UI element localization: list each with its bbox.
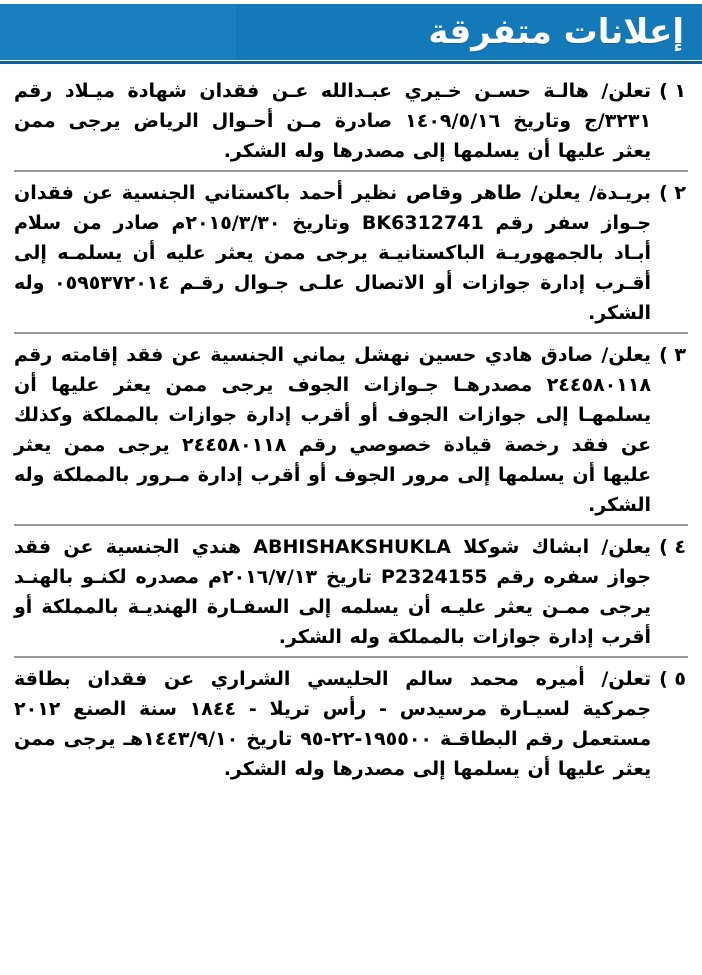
page-title: إعلانات متفرقة <box>428 12 684 52</box>
ad-number: ٣ ) <box>659 344 686 366</box>
banner-left-block <box>0 4 236 60</box>
ad-number: ٥ ) <box>659 668 686 690</box>
ad-body: تعلن/ هالـة حسـن خـيري عبـدالله عـن فقدان شهادة ميـلاد رقم ٣٢٣١/ج وتاريخ ١٤٠٩/٥/١٦ صادرة مـن أحـوال الرياض يرجى ممن يعثر عليها أن يسلمها إلى مصدرها وله الشكر. <box>14 80 652 162</box>
ad-body: تعلن/ أميره محمد سالم الحليسي الشراري عن فقدان بطاقة جمركية لسيـارة مرسيدس - رأس تريلا - ١٨٤٤ سنة الصنع ٢٠١٢ مستعمل رقم البطاقـة ١٩٥٥٠٠-٢٢-٩٥ تاريخ ١٤٤٣/٩/١٠هـ يرجى ممن يعثر عليها أن يسلمها إلى مصدرها وله الشكر. <box>14 668 652 780</box>
list-item <box>14 658 688 788</box>
page-header-banner <box>0 0 702 64</box>
list-item <box>14 334 688 526</box>
list-item <box>14 172 688 334</box>
ad-number: ٤ ) <box>659 536 686 558</box>
ad-body: يعلن/ صادق هادي حسين نهشل يماني الجنسية عن فقد إقامته رقم ٢٤٤٥٨٠١١٨ مصدرهـا جـوازات الجوف يرجى ممن يعثر عليها أن يسلمهـا إلى جوازات الجوف أو أقرب إدارة جوازات بالمملكة وكذلك عن فقد رخصة قيادة خصوصي رقم ٢٤٤٥٨٠١١٨ يرجى ممن يعثر عليها أن يسلمها إلى مرور الجوف أو أقرب إدارة مـرور بالمملكة وله الشكر. <box>14 344 652 516</box>
list-item <box>14 526 688 658</box>
classifieds-list <box>0 64 702 788</box>
ad-body: بريـدة/ يعلن/ طاهر وقاص نظير أحمد باكستاني الجنسية عن فقدان جـواز سفر رقم BK6312741 وتاريخ ٢٠١٥/٣/٣٠م صادر من سلام أبـاد بالجمهوريـة الباكستانيـة يرجى ممن يعثر عليه أن يسلمـه إلى أقـرب إدارة جوازات أو الاتصال علـى جـوال رقـم ٠٥٩٥٣٧٢٠١٤ وله الشكر. <box>14 182 652 324</box>
ad-number: ١ ) <box>659 80 686 102</box>
banner-bottom-rule <box>0 61 702 64</box>
ad-body: يعلن/ ابشاك شوكلا ABHISHAKSHUKLA هندي الجنسية عن فقد جواز سفره رقم P2324155 تاريخ ٢٠١٦/٧/١٣م مصدره لكنـو بالهنـد يرجى ممـن يعثر عليـه أن يسلمه إلى السفـارة الهنديـة بالمملكة أو أقرب إدارة جوازات بالمملكة وله الشكر. <box>14 536 652 648</box>
ad-number: ٢ ) <box>659 182 686 204</box>
list-item <box>14 70 688 172</box>
